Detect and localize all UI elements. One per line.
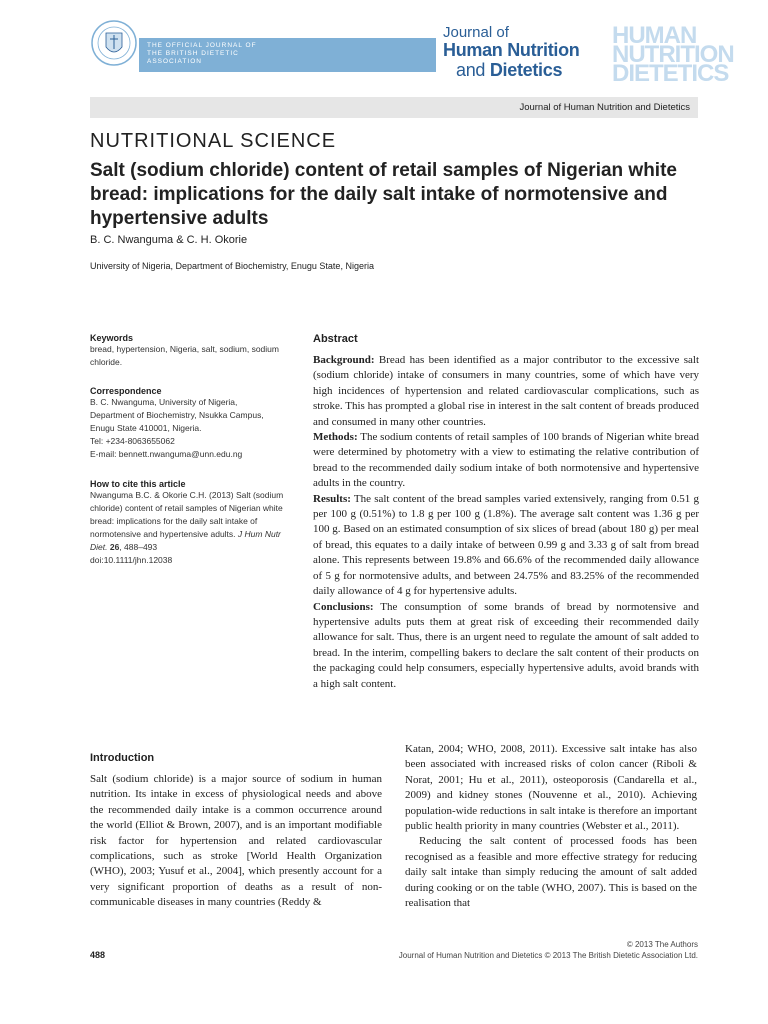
journal-title-line3: and Dietetics xyxy=(456,60,563,80)
journal-watermark: HUMAN NUTRITION DIETETICS xyxy=(612,22,734,87)
intro-paragraph-continued: Katan, 2004; WHO, 2008, 2011). Excessive salt intake has also been associated with increased risks of colon cancer (Riboli & Norat, 2001; Hu et al., 2011), osteoporosis (Candarella et al., 2009) and kidney stones (Nouvenne et al., 2010). Achieving population-wide reductions in salt intake is therefore an important public health priority in many countries (Webster et al., 2011). xyxy=(405,743,697,833)
cite-doi[interactable]: doi:10.1111/jhn.12038 xyxy=(90,555,173,565)
article-authors: B. C. Nwanguma & C. H. Okorie xyxy=(90,234,248,246)
abstract-body xyxy=(313,353,699,692)
correspondence-phone: Tel: +234-8063655062 xyxy=(90,436,175,446)
introduction-heading: Introduction xyxy=(90,752,155,764)
running-header-journal: Journal of Human Nutrition and Dietetics xyxy=(519,102,690,113)
keywords-block xyxy=(90,333,290,369)
page-number: 488 xyxy=(90,950,106,960)
abstract-conclusions: Conclusions: The consumption of some brands of bread by normotensive and hypertensive adults puts them at great risk of exceeding their recommended daily allowance for salt. Thus, there is an urgent need to regulate the amount of salt added to bread. In the interim, compelling bakers to declare the salt content of their products on the packaging could help consumers, especially hypertensive adults, avoid brands with a high salt content. xyxy=(313,600,699,690)
correspondence-line: B. C. Nwanguma, University of Nigeria, xyxy=(90,397,238,407)
footer-journal-copyright: Journal of Human Nutrition and Dietetics © 2013 The British Dietetic Association Ltd. xyxy=(398,951,698,960)
correspondence-heading: Correspondence xyxy=(90,386,162,396)
abstract-background: Background: Bread has been identified as a major contributor to the excessive salt (sodium chloride) intake of consumers in many countries, some of which have very high incidences of hypertension and related cardiovascular complications, such as stroke. This has prompted a global rise in interest in the salt content of breads produced and consumed in many other countries. xyxy=(313,354,699,428)
journal-title-line2: Human Nutrition xyxy=(443,40,580,60)
intro-paragraph: Salt (sodium chloride) is a major source of sodium in human nutrition. Its intake in excess of physiological needs and above the recommended daily intake is a common occurrence around the world (Elliot & Brown, 2007), and is an important modifiable risk factor for hypertension and related cardiovascular complications, such as stroke [World Health Organization (WHO), 2003; Yusuf et al., 2004], which presently account for a very significant proportion of deaths as a result of non-communicable diseases in many countries (Reddy & xyxy=(90,773,382,909)
correspondence-line: Department of Biochemistry, Nsukka Campus, xyxy=(90,410,264,420)
correspondence-line: Enugu State 410001, Nigeria. xyxy=(90,423,202,433)
section-label: NUTRITIONAL SCIENCE xyxy=(90,130,337,152)
body-column-left xyxy=(90,772,382,911)
author-affiliation: University of Nigeria, Department of Biochemistry, Enugu State, Nigeria xyxy=(90,261,374,271)
article-title: Salt (sodium chloride) content of retail samples of Nigerian white bread: implications for the daily salt intake of normotensive and hypertensive adults xyxy=(90,160,677,229)
abstract-heading: Abstract xyxy=(313,333,358,345)
intro-paragraph: Reducing the salt content of processed foods has been recognised as a feasible and more effective strategy for reducing daily salt intake than simply reducing the amount of salt added during cooking or on the table (WHO, 2007). This is based on the realisation that xyxy=(405,835,697,910)
body-column-right xyxy=(405,742,697,911)
cite-text: Nwanguma B.C. & Okorie C.H. (2013) Salt (sodium chloride) content of retail samples of Nigerian white bread: implications for the daily salt intake of normotensive and hypertensive adults. J Hum Nutr Diet. 26, 488–493 xyxy=(90,490,284,552)
abstract-results: Results: The salt content of the bread samples varied extensively, ranging from 0.51 g per 100 g (0.51%) to 1.8 g per 100 g (1.8%). The average salt content was 1.36 g per 100 g. Based on an estimated consumption of six slices of bread (about 180 g) per meal of bread, this equates to a daily intake of between 0.99 g and 3.33 g of salt from bread alone. This represents between 19.8% and 66.6% of the recommended daily allowance of 5 g for normotensive adults, and between 24.75% and 83.25% of the recommended daily allowance of 4 g for hypertensive adults. xyxy=(313,492,699,598)
keywords-text: bread, hypertension, Nigeria, salt, sodium, sodium chloride. xyxy=(90,344,279,367)
journal-title-line1: Journal of xyxy=(443,24,509,41)
association-text: THE OFFICIAL JOURNAL OF THE BRITISH DIETETIC ASSOCIATION xyxy=(147,42,257,65)
cite-block xyxy=(90,479,300,567)
correspondence-block xyxy=(90,386,290,461)
cite-heading: How to cite this article xyxy=(90,479,186,489)
keywords-heading: Keywords xyxy=(90,333,134,343)
running-header xyxy=(90,97,698,118)
association-seal-logo xyxy=(90,15,138,71)
abstract-methods: Methods: The sodium contents of retail samples of 100 brands of Nigerian white bread were determined by photometry with a view to estimating the relative contribution of bread to the recommended daily sodium intake of both normotensive and hypertensive adults in the country. xyxy=(313,431,699,490)
correspondence-email[interactable]: E-mail: bennett.nwanguma@unn.edu.ng xyxy=(90,449,243,459)
footer-copyright: © 2013 The Authors xyxy=(626,940,698,949)
